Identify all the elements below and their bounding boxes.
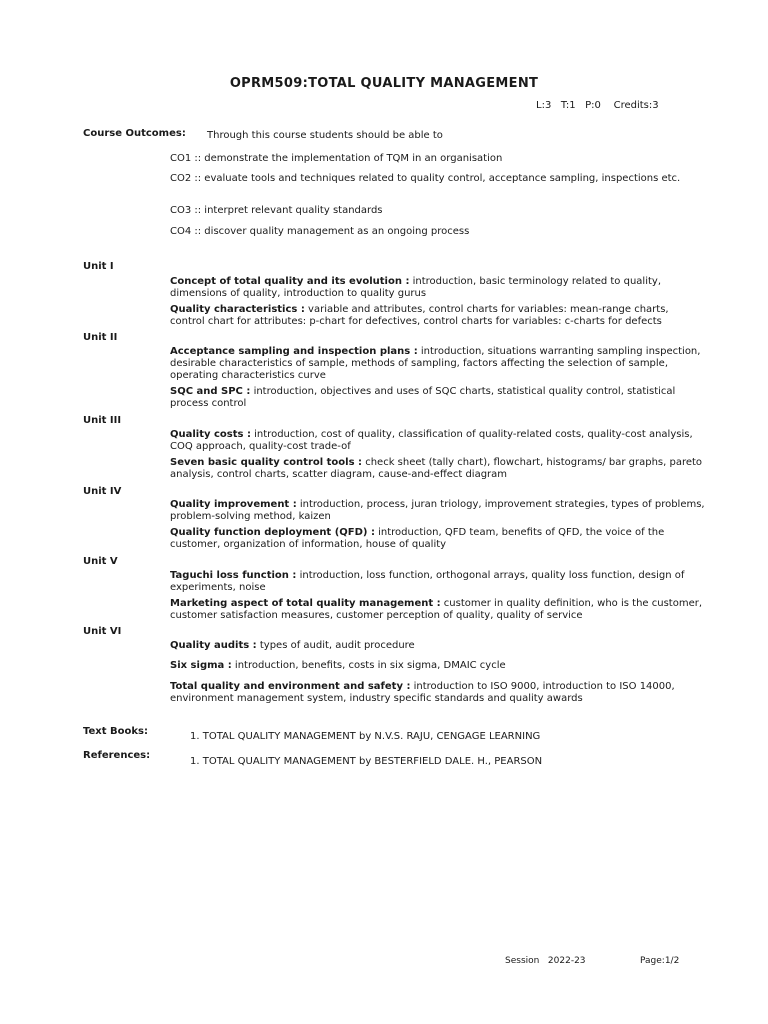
topic-heading: Quality audits : [170,640,257,651]
unit-topic [170,346,705,382]
topic-heading: Quality improvement : [170,499,297,510]
unit-label: Unit III [83,415,122,426]
course-outcomes-intro: Through this course students should be able to [207,130,443,141]
unit-topic [170,570,705,594]
text-books-label: Text Books: [83,726,148,737]
topic-heading: Acceptance sampling and inspection plans : [170,346,418,357]
topic-text: introduction, basic terminology related to quality, dimensions of quality, introduction to quality gurus [170,276,661,299]
topic-heading: Quality function deployment (QFD) : [170,527,375,538]
unit-topic [170,527,705,551]
page-title: OPRM509:TOTAL QUALITY MANAGEMENT [229,76,539,91]
unit-topic [170,386,705,410]
unit-label: Unit VI [83,626,122,637]
topic-text: introduction, benefits, costs in six sigma, DMAIC cycle [231,660,506,671]
topic-text: types of audit, audit procedure [256,640,415,651]
course-outcomes-label: Course Outcomes: [83,128,186,139]
text-book-item: 1. TOTAL QUALITY MANAGEMENT by N.V.S. RAJU, CENGAGE LEARNING [190,731,541,742]
unit-topic [170,457,705,481]
unit-label: Unit V [83,556,118,567]
outcome-co2: CO2 :: evaluate tools and techniques related to quality control, acceptance sampling, inspections etc. [170,173,681,184]
topic-heading: Quality costs : [170,429,251,440]
footer-session: Session 2022-23 [505,956,586,966]
topic-text: introduction to ISO 9000, introduction to ISO 14000, environment management system, industry specific standards and quality awards [170,681,675,704]
references-label: References: [83,750,151,761]
topic-heading: Six sigma : [170,660,232,671]
unit-topic [170,276,705,300]
credits-line: L:3 T:1 P:0 Credits:3 [536,100,659,111]
topic-heading: Taguchi loss function : [170,570,297,581]
topic-text: introduction, process, juran triology, improvement strategies, types of problems, problem-solving method, kaizen [170,499,705,522]
topic-text: introduction, situations warranting sampling inspection, desirable characteristics of sample, methods of sampling, factors affecting the selection of sample, operating characteristics curve [170,346,701,381]
reference-item: 1. TOTAL QUALITY MANAGEMENT by BESTERFIELD DALE. H., PEARSON [190,756,543,767]
unit-topic [170,640,705,652]
unit-topic [170,660,705,672]
topic-heading: Concept of total quality and its evolution : [170,276,410,287]
unit-topic [170,598,705,622]
topic-heading: Seven basic quality control tools : [170,457,363,468]
topic-text: introduction, objectives and uses of SQC charts, statistical quality control, statistical process control [170,386,676,409]
unit-topic [170,681,705,705]
outcome-co4: CO4 :: discover quality management as an ongoing process [170,226,470,237]
outcome-co1: CO1 :: demonstrate the implementation of TQM in an organisation [170,153,503,164]
unit-label: Unit IV [83,486,122,497]
footer-page-number: Page:1/2 [640,956,680,966]
topic-heading: Quality characteristics : [170,304,305,315]
unit-label: Unit II [83,332,118,343]
topic-heading: Total quality and environment and safety : [170,681,411,692]
topic-text: check sheet (tally chart), flowchart, histograms/ bar graphs, pareto analysis, control charts, scatter diagram, cause-and-effect diagram [170,457,703,480]
topic-text: customer in quality definition, who is the customer, customer satisfaction measures, customer perception of quality, quality of service [170,598,703,621]
topic-text: introduction, cost of quality, classification of quality-related costs, quality-cost analysis, COQ approach, quality-cost trade-of [170,429,693,452]
topic-heading: Marketing aspect of total quality management : [170,598,441,609]
topic-text: introduction, QFD team, benefits of QFD, the voice of the customer, organization of information, house of quality [170,527,665,550]
unit-topic [170,429,705,453]
unit-label: Unit I [83,261,114,272]
topic-heading: SQC and SPC : [170,386,251,397]
topic-text: introduction, loss function, orthogonal arrays, quality loss function, design of experiments, noise [170,570,685,593]
topic-text: variable and attributes, control charts for variables: mean-range charts, control chart for attributes: p-chart for defectives, control charts for variables: c-charts for defects [170,304,669,327]
outcome-co3: CO3 :: interpret relevant quality standards [170,205,383,216]
unit-topic [170,304,705,328]
unit-topic [170,499,705,523]
